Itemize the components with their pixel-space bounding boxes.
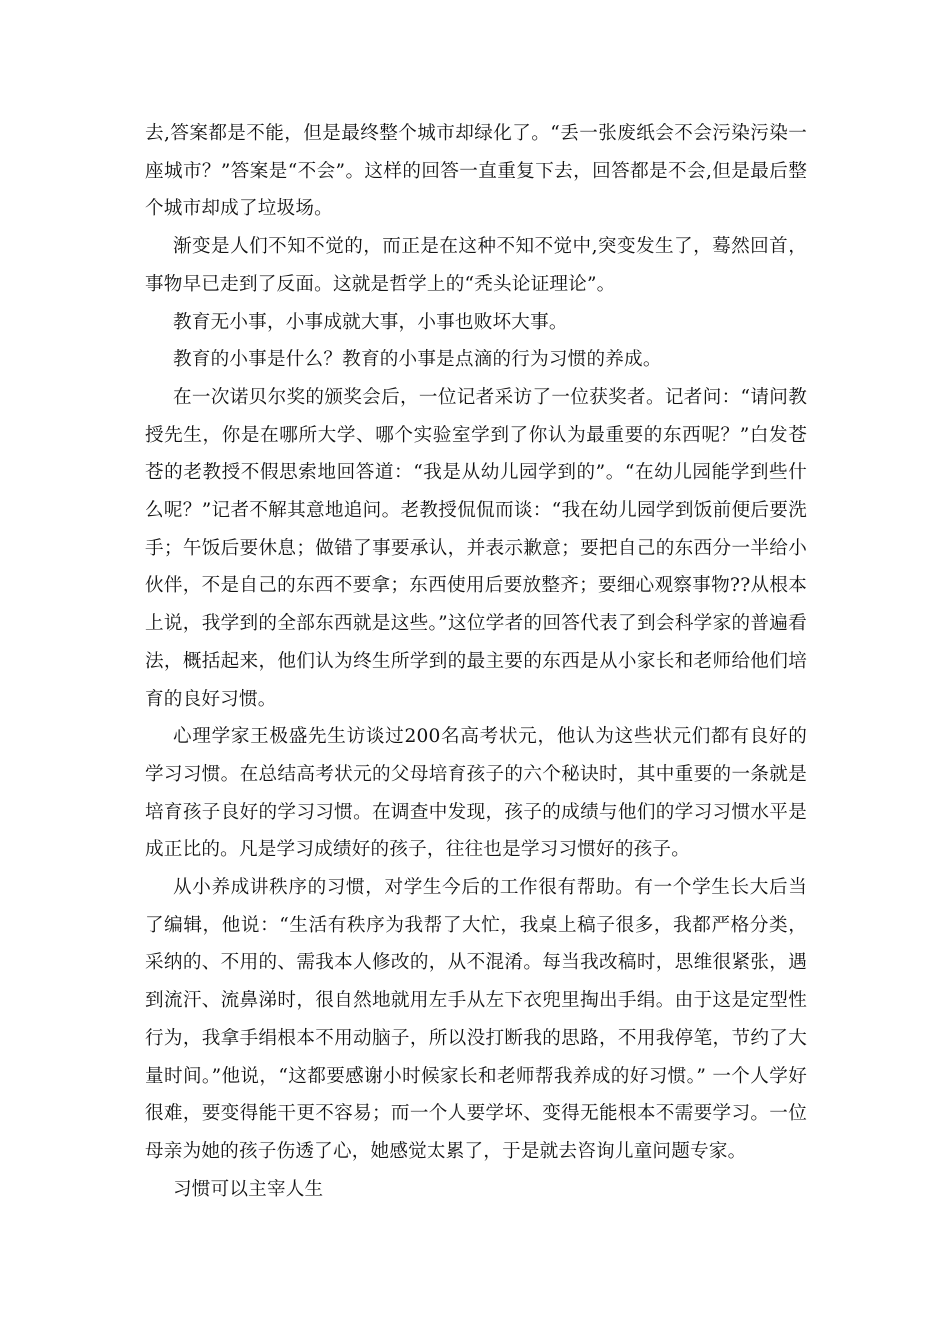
paragraph: 教育无小事，小事成就大事，小事也败坏大事。 bbox=[173, 311, 568, 333]
paragraph: 心理学家王极盛先生访谈过200名高考状元，他认为这些状元们都有良好的学习习惯。在总结高考状元的父母培育孩子的六个秘诀时，其中重要的一条就是培育孩子良好的学习习惯。在调查中发现，孩子的成绩与他们的学习习惯水平是成正比的。凡是学习成绩好的孩子，往往也是学习习惯好的孩子。 bbox=[145, 726, 807, 861]
paragraph: 在一次诺贝尔奖的颁奖会后，一位记者采访了一位获奖者。记者问：“请问教授先生，你是在哪所大学、哪个实验室学到了你认为最重要的东西呢？”白发苍苍的老教授不假思索地回答道：“我是从幼儿园学到的”。“在幼儿园能学到些什么呢？”记者不解其意地追问。老教授侃侃而谈：“我在幼儿园学到饭前便后要洗手；午饭后要休息；做错了事要承认，并表示歉意；要把自己的东西分一半给小伙伴，不是自己的东西不要拿；东西使用后要放整齐；要细心观察事物??从根本上说，我学到的全部东西就是这些。”这位学者的回答代表了到会科学家的普遍看法，概括起来，他们认为终生所学到的最主要的东西是从小家长和老师给他们培育的良好习惯。 bbox=[145, 386, 807, 710]
paragraph: 从小养成讲秩序的习惯，对学生今后的工作很有帮助。有一个学生长大后当了编辑，他说：“生活有秩序为我帮了大忙，我桌上稿子很多，我都严格分类，采纳的、不用的、需我本人修改的，从不混淆。每当我改稿时，思维很紧张，遇到流汗、流鼻涕时，很自然地就用左手从左下衣兜里掏出手绢。由于这是定型性行为，我拿手绢根本不用动脑子，所以没打断我的思路，不用我停笔，节约了大量时间。”他说，“这都要感谢小时候家长和老师帮我养成的好习惯。” 一个人学好很难，要变得能干更不容易；而一个人要学坏、变得无能根本不需要学习。一位母亲为她的孩子伤透了心，她感觉太累了，于是就去咨询儿童问题专家。 bbox=[145, 877, 807, 1162]
paragraph: 教育的小事是什么？教育的小事是点滴的行为习惯的养成。 bbox=[173, 349, 662, 371]
paragraph: 去,答案都是不能，但是最终整个城市却绿化了。“丢一张废纸会不会污染污染一座城市？”答案是“不会”。这样的回答一直重复下去，回答都是不会,但是最后整个城市却成了垃圾场。 bbox=[145, 123, 807, 220]
paragraph: 渐变是人们不知不觉的，而正是在这种不知不觉中,突变发生了，蓦然回首，事物早已走到了反面。这就是哲学上的“秃头论证理论”。 bbox=[145, 236, 807, 295]
section-heading: 习惯可以主宰人生 bbox=[173, 1178, 324, 1200]
document-body bbox=[145, 115, 807, 1208]
